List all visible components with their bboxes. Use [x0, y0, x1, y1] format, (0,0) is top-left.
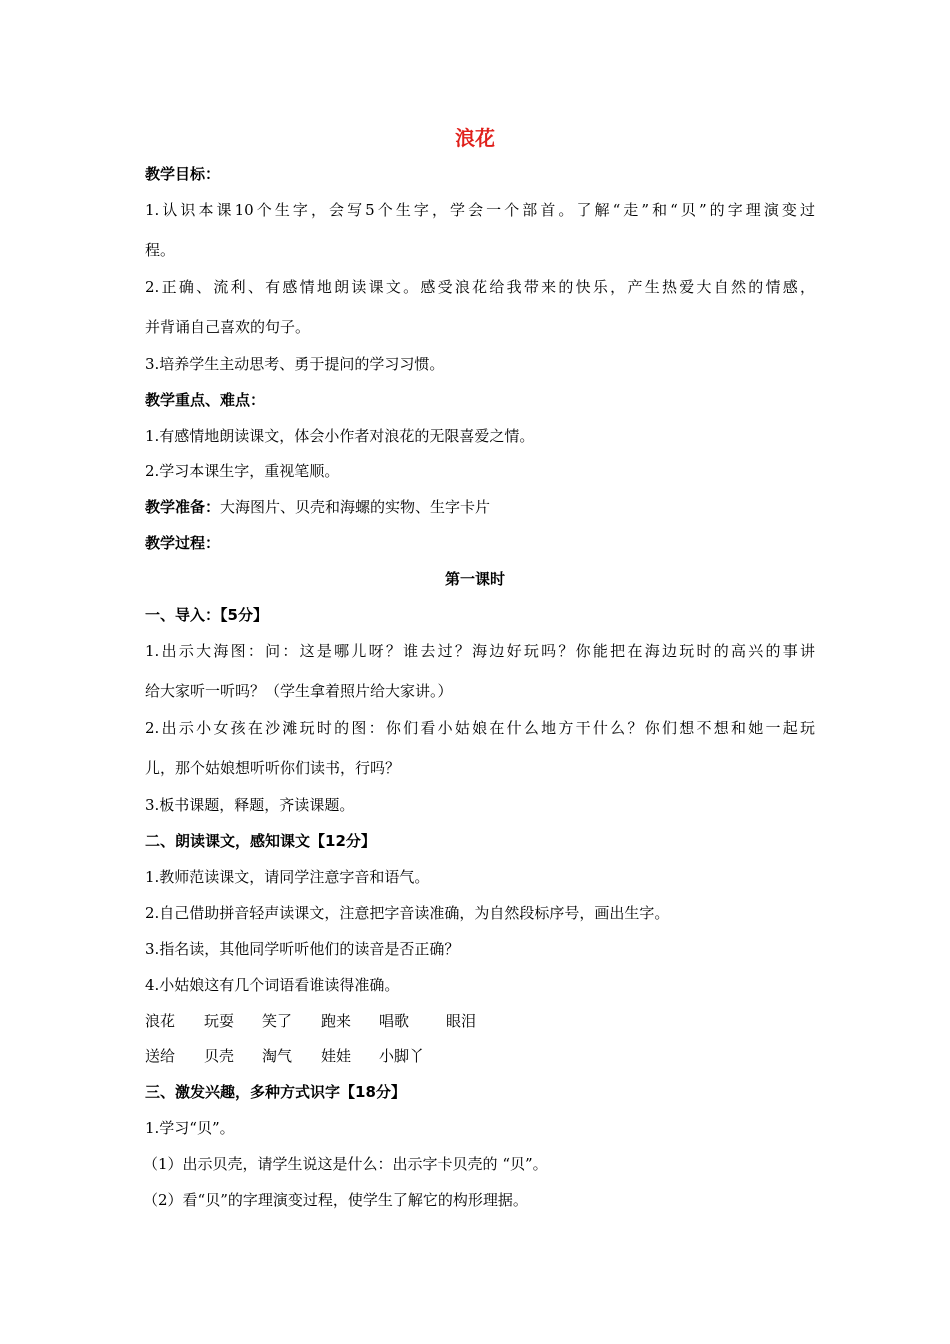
- section-2-heading: 二、朗读课文，感知课文【12分】: [145, 832, 376, 850]
- section-3-item-1: 1.学习“贝”。: [145, 1119, 235, 1137]
- goals-heading: 教学目标：: [145, 165, 221, 183]
- section-1-item-2-line-2: 儿，那个姑娘想听听你们读书，行吗？: [145, 759, 401, 777]
- section-1-item-1-line-2: 给大家听一听吗？（学生拿着照片给大家讲。）: [145, 682, 453, 700]
- section-1-item-1-line-1: 1.出示大海图：问：这是哪儿呀？谁去过？海边好玩吗？你能把在海边玩时的高兴的事讲: [145, 642, 815, 660]
- vocabulary-word: 浪花: [145, 1012, 176, 1030]
- goal-item-1-line-1: 1.认识本课10个生字，会写5个生字，学会一个部首。了解“走”和“贝”的字理演变过: [145, 201, 815, 219]
- vocabulary-word: 玩耍: [204, 1012, 235, 1030]
- section-3-sub-1: （1）出示贝壳，请学生说这是什么：出示字卡贝壳的 “贝”。: [143, 1155, 548, 1173]
- vocabulary-word: 眼泪: [446, 1012, 477, 1030]
- vocabulary-word: 淘气: [262, 1047, 293, 1065]
- vocabulary-word: 贝壳: [204, 1047, 235, 1065]
- goal-item-2-line-2: 并背诵自己喜欢的句子。: [145, 318, 311, 336]
- goal-item-1-line-2: 程。: [145, 241, 176, 259]
- lesson-1-heading: 第一课时: [444, 570, 505, 588]
- key-points-heading: 教学重点、难点：: [145, 391, 266, 409]
- preparation-heading: 教学准备：: [145, 498, 221, 516]
- vocabulary-word: 小脚丫: [379, 1047, 425, 1065]
- key-point-item-2: 2.学习本课生字，重视笔顺。: [145, 462, 340, 480]
- process-heading: 教学过程：: [145, 534, 221, 552]
- vocabulary-word: 娃娃: [321, 1047, 352, 1065]
- vocabulary-word: 送给: [145, 1047, 176, 1065]
- section-1-item-3: 3.板书课题，释题，齐读课题。: [145, 796, 355, 814]
- preparation-text: 大海图片、贝壳和海螺的实物、生字卡片: [220, 498, 491, 516]
- section-1-heading: 一、导入：【5分】: [145, 606, 268, 624]
- vocabulary-word: 跑来: [321, 1012, 352, 1030]
- vocabulary-word: 唱歌: [379, 1012, 410, 1030]
- section-2-item-3: 3.指名读，其他同学听听他们的读音是否正确？: [145, 940, 460, 958]
- section-3-heading: 三、激发兴趣，多种方式识字【18分】: [145, 1083, 406, 1101]
- section-2-item-2: 2.自己借助拼音轻声读课文，注意把字音读准确，为自然段标序号，画出生字。: [145, 904, 670, 922]
- goal-item-3: 3.培养学生主动思考、勇于提问的学习习惯。: [145, 355, 445, 373]
- section-2-item-4: 4.小姑娘这有几个词语看谁读得准确。: [145, 976, 400, 994]
- vocabulary-word: 笑了: [262, 1012, 293, 1030]
- document-title: 浪花: [455, 126, 495, 150]
- section-3-sub-2: （2）看“贝”的字理演变过程，使学生了解它的构形理据。: [143, 1191, 528, 1209]
- section-2-item-1: 1.教师范读课文，请同学注意字音和语气。: [145, 868, 430, 886]
- preparation-line: [145, 496, 815, 518]
- goal-item-2-line-1: 2.正确、流利、有感情地朗读课文。感受浪花给我带来的快乐，产生热爱大自然的情感，: [145, 278, 815, 296]
- key-point-item-1: 1.有感情地朗读课文，体会小作者对浪花的无限喜爱之情。: [145, 427, 535, 445]
- section-1-item-2-line-1: 2.出示小女孩在沙滩玩时的图：你们看小姑娘在什么地方干什么？你们想不想和她一起玩: [145, 719, 815, 737]
